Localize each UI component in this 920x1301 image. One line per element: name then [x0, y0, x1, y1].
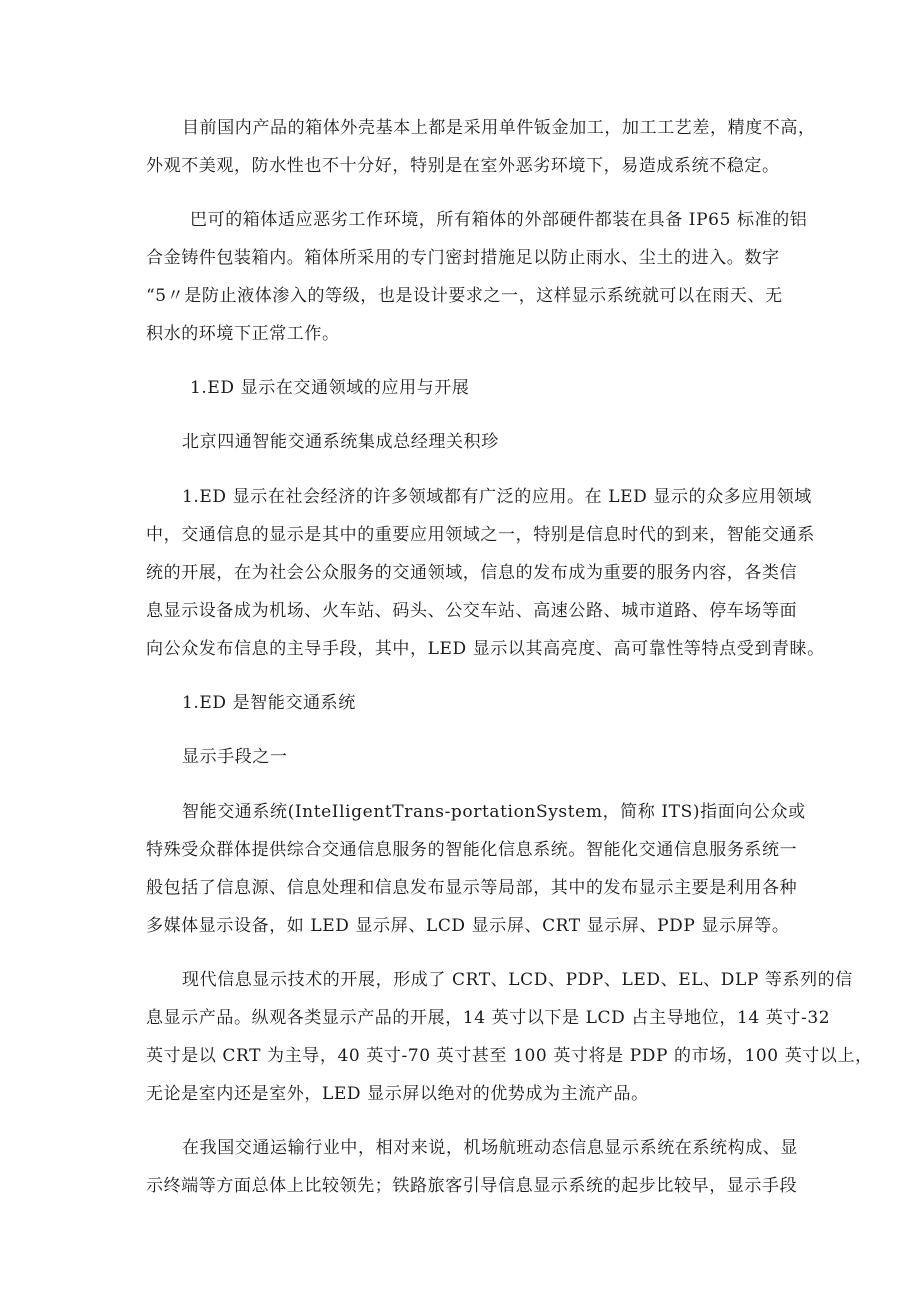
text-line: 目前国内产品的箱体外壳基本上都是采用单件钣金加工，加工工艺差，精度不高， — [182, 118, 816, 138]
text-line: 统的开展，在为社会公众服务的交通领域，信息的发布成为重要的服务内容，各类信 — [146, 563, 798, 583]
text-line: 积水的环境下正常工作。 — [146, 324, 340, 344]
text-line: 1.ED 显示在社会经济的许多领域都有广泛的应用。在 LED 显示的众多应用领域 — [182, 487, 812, 507]
text-line: 1.ED 是智能交通系统 — [182, 693, 356, 713]
text-line: 向公众发布信息的主导手段，其中，LED 显示以其高亮度、高可靠性等特点受到青睐。 — [146, 639, 825, 659]
text-line: 无论是室内还是室外，LED 显示屏以绝对的优势成为主流产品。 — [146, 1084, 649, 1104]
text-line: 英寸是以 CRT 为主导，40 英寸-70 英寸甚至 100 英寸将是 PDP 的市场，100 英寸以上， — [146, 1046, 873, 1066]
text-line: 现代信息显示技术的开展，形成了 CRT、LCD、PDP、LED、EL、DLP 等系列的信 — [182, 970, 853, 990]
text-line: 北京四通智能交通系统集成总经理关积珍 — [182, 432, 499, 452]
text-line: 特殊受众群体提供综合交通信息服务的智能化信息系统。智能化交通信息服务系统一 — [146, 840, 798, 860]
text-line: 在我国交通运输行业中，相对来说，机场航班动态信息显示系统在系统构成、显 — [182, 1138, 798, 1158]
text-line: 外观不美观，防水性也不十分好，特别是在室外恶劣环境下，易造成系统不稳定。 — [146, 156, 780, 176]
text-line: 多媒体显示设备，如 LED 显示屏、LCD 显示屏、CRT 显示屏、PDP 显示屏等。 — [146, 916, 790, 936]
text-line: 智能交通系统(InteIligentTrans-portationSystem，简称 ITS)指面向公众或 — [182, 802, 806, 822]
text-line: 息显示产品。纵观各类显示产品的开展，14 英寸以下是 LCD 占主导地位，14 英寸-32 — [146, 1008, 831, 1028]
text-line: 1.ED 显示在交通领域的应用与开展 — [190, 378, 470, 398]
text-line: 示终端等方面总体上比较领先；铁路旅客引导信息显示系统的起步比较早，显示手段 — [146, 1176, 798, 1196]
text-line: 般包括了信息源、信息处理和信息发布显示等局部，其中的发布显示主要是利用各种 — [146, 878, 798, 898]
text-line: 巴可的箱体适应恶劣工作环境，所有箱体的外部硬件都装在具备 IP65 标准的铝 — [190, 210, 808, 230]
text-line: 显示手段之一 — [182, 747, 288, 767]
text-line: 中，交通信息的显示是其中的重要应用领域之一，特别是信息时代的到来，智能交通系 — [146, 525, 815, 545]
text-line: “5〃是防止液体渗入的等级，也是设计要求之一，这样显示系统就可以在雨天、无 — [146, 286, 783, 306]
text-line: 息显示设备成为机场、火车站、码头、公交车站、高速公路、城市道路、停车场等面 — [146, 601, 798, 621]
text-line: 合金铸件包装箱内。箱体所采用的专门密封措施足以防止雨水、尘土的进入。数字 — [146, 248, 780, 268]
